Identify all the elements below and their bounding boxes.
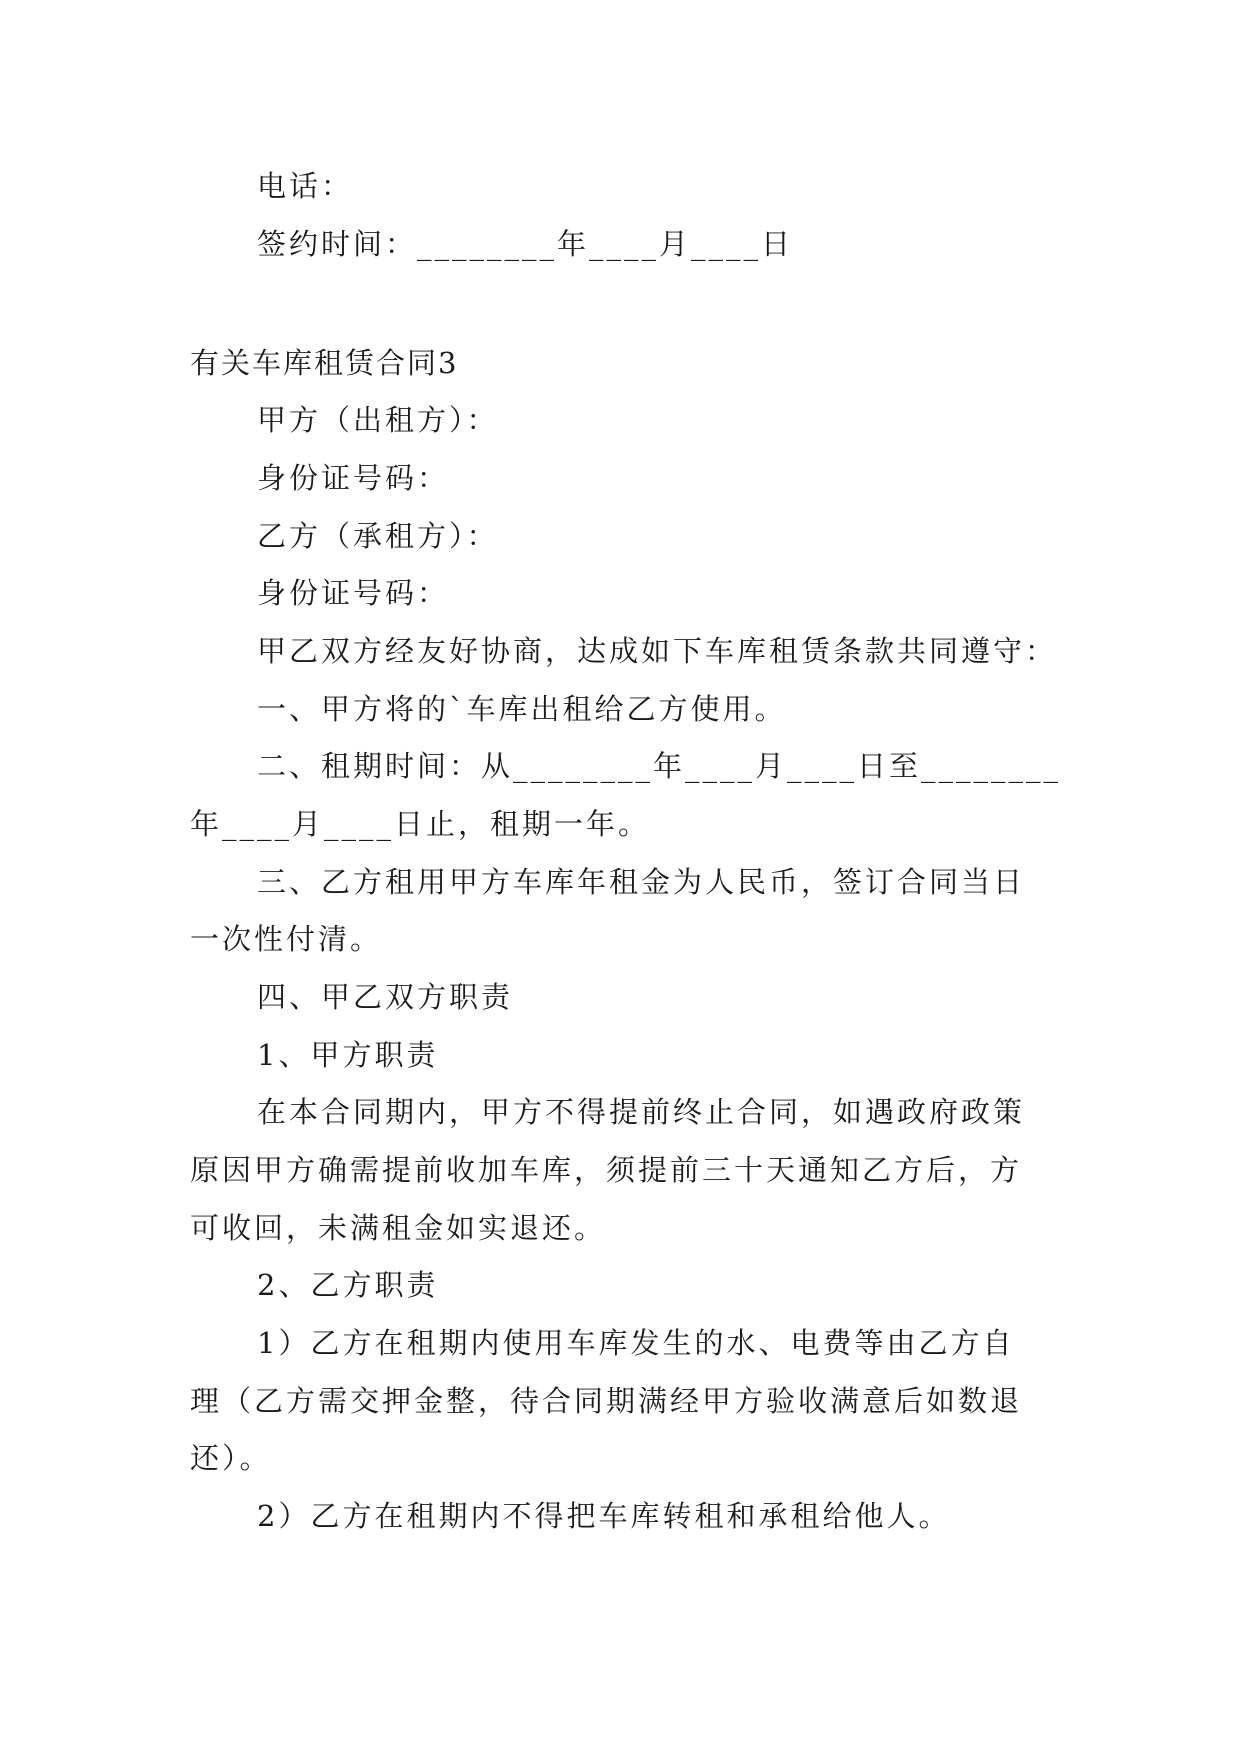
party-a-duties-line-2: 原因甲方确需提前收加车库，须提前三十天通知乙方后，方 bbox=[190, 1153, 1023, 1187]
clause-3-line-1: 三、乙方租用甲方车库年租金为人民币，签订合同当日 bbox=[257, 865, 1026, 899]
signing-date-line: 签约时间：________年____月____日 bbox=[257, 227, 794, 261]
party-b-duties-heading: 2、乙方职责 bbox=[257, 1268, 439, 1302]
party-a-duties-heading: 1、甲方职责 bbox=[257, 1038, 439, 1072]
clause-2-line-2: 年____月____日止，租期一年。 bbox=[190, 807, 651, 841]
party-a-id-label: 身份证号码： bbox=[257, 461, 450, 495]
contract-title: 有关车库租赁合同3 bbox=[190, 346, 459, 380]
party-b-duty-1-line-2: 理（乙方需交押金整，待合同期满经甲方验收满意后如数退 bbox=[190, 1384, 1023, 1418]
party-b-duty-1-line-3: 还）。 bbox=[190, 1441, 272, 1475]
party-a-duties-line-3: 可收回，未满租金如实退还。 bbox=[190, 1211, 607, 1245]
phone-line: 电话： bbox=[257, 169, 354, 203]
party-b-duty-1-line-1: 1）乙方在租期内使用车库发生的水、电费等由乙方自 bbox=[257, 1326, 1015, 1360]
party-a-duties-line-1: 在本合同期内，甲方不得提前终止合同，如遇政府政策 bbox=[257, 1095, 1026, 1129]
clause-4-heading: 四、甲乙双方职责 bbox=[257, 980, 514, 1014]
clause-3-line-2: 一次性付清。 bbox=[190, 922, 383, 956]
clause-1: 一、甲方将的`车库出租给乙方使用。 bbox=[257, 692, 787, 726]
agreement-intro: 甲乙双方经友好协商，达成如下车库租赁条款共同遵守： bbox=[257, 634, 1058, 668]
party-b-label: 乙方（承租方）： bbox=[257, 519, 499, 553]
party-b-duty-2: 2）乙方在租期内不得把车库转租和承租给他人。 bbox=[257, 1499, 951, 1533]
clause-2-line-1: 二、租期时间：从________年____月____日至________ bbox=[257, 749, 1062, 783]
party-b-id-label: 身份证号码： bbox=[257, 576, 450, 610]
party-a-label: 甲方（出租方）： bbox=[257, 403, 499, 437]
